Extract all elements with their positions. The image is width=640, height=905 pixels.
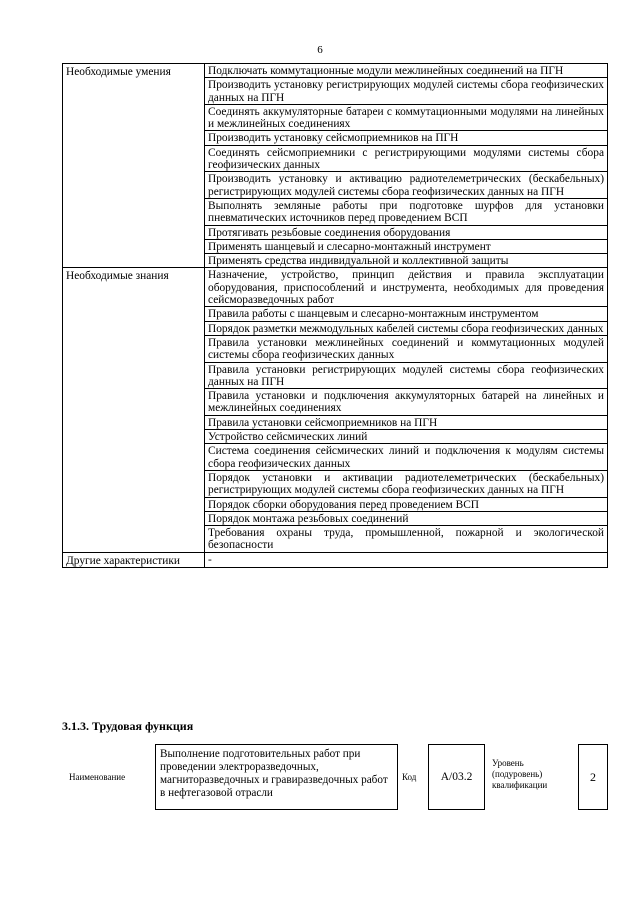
requirements-table — [62, 63, 608, 568]
code-label: Код — [402, 772, 417, 782]
page-number: 6 — [317, 44, 323, 56]
requirement-item: Производить установку и активацию радиотелеметрических (бескабельных) регистрирующих модулей системы сбора геофизических данных на ПГН — [205, 172, 608, 199]
requirement-item: Правила установки регистрирующих модулей системы сбора геофизических данных на ПГН — [205, 362, 608, 389]
row-label: Необходимые знания — [63, 268, 205, 552]
requirement-item: Устройство сейсмических линий — [205, 430, 608, 444]
requirement-item: Порядок монтажа резьбовых соединений — [205, 511, 608, 525]
level-label: Уровень (подуровень) квалификации — [492, 758, 548, 790]
skills-row — [63, 64, 608, 78]
requirement-item: Порядок разметки межмодульных кабелей системы сбора геофизических данных — [205, 321, 608, 335]
requirement-item: Требования охраны труда, промышленной, пожарной и экологической безопасности — [205, 526, 608, 553]
requirement-item: Соединять аккумуляторные батареи с коммутационными модулями на линейных и межлинейных соединениях — [205, 104, 608, 131]
requirement-item: Порядок установки и активации радиотелеметрических (бескабельных) регистрирующих модулей системы сбора геофизических данных на ПГН — [205, 470, 608, 497]
requirement-item: Производить установку регистрирующих модулей системы сбора геофизических данных на ПГН — [205, 78, 608, 105]
labor-function-row — [62, 744, 608, 810]
requirement-item: Порядок сборки оборудования перед проведением ВСП — [205, 497, 608, 511]
requirement-item: Применять шанцевый и слесарно-монтажный инструмент — [205, 239, 608, 253]
requirement-item: Правила работы с шанцевым и слесарно-монтажным инструментом — [205, 307, 608, 321]
requirement-item: Система соединения сейсмических линий и подключения к модулям системы сбора геофизических данных — [205, 444, 608, 471]
requirement-item: Правила установки сейсмоприемников на ПГН — [205, 415, 608, 429]
other-value: - — [205, 552, 608, 567]
requirement-item: Назначение, устройство, принцип действия и правила эксплуатации оборудования, приспособлений и инструмента, необходимых для проведения сейсморазведочных работ — [205, 268, 608, 307]
name-label: Наименование — [69, 772, 126, 782]
function-name-box: Выполнение подготовительных работ при проведении электроразведочных, магниторазведочных и гравиразведочных работ в нефтегазовой отрасли — [155, 744, 398, 810]
requirement-item: Соединять сейсмоприемники с регистрирующими модулями системы сбора геофизических данных — [205, 145, 608, 172]
requirement-item: Подключать коммутационные модули межлинейных соединений на ПГН — [205, 64, 608, 78]
section-title: 3.1.3. Трудовая функция — [62, 719, 194, 733]
requirement-item: Правила установки и подключения аккумуляторных батарей на линейных и межлинейных соединениях — [205, 389, 608, 416]
requirement-item: Правила установки межлинейных соединений и коммутационных модулей системы сбора геофизических данных — [205, 335, 608, 362]
knowledge-row — [63, 268, 608, 307]
row-label: Другие характеристики — [63, 552, 205, 567]
requirement-item: Производить установку сейсмоприемников на ПГН — [205, 131, 608, 145]
qualification-level-box: 2 — [578, 744, 608, 810]
row-label: Необходимые умения — [63, 64, 205, 268]
other-row — [63, 552, 608, 567]
requirement-item: Протягивать резьбовые соединения оборудования — [205, 225, 608, 239]
requirement-item: Выполнять земляные работы при подготовке шурфов для установки пневматических источников перед проведением ВСП — [205, 198, 608, 225]
function-code-box: А/03.2 — [428, 744, 485, 810]
requirement-item: Применять средства индивидуальной и коллективной защиты — [205, 254, 608, 268]
